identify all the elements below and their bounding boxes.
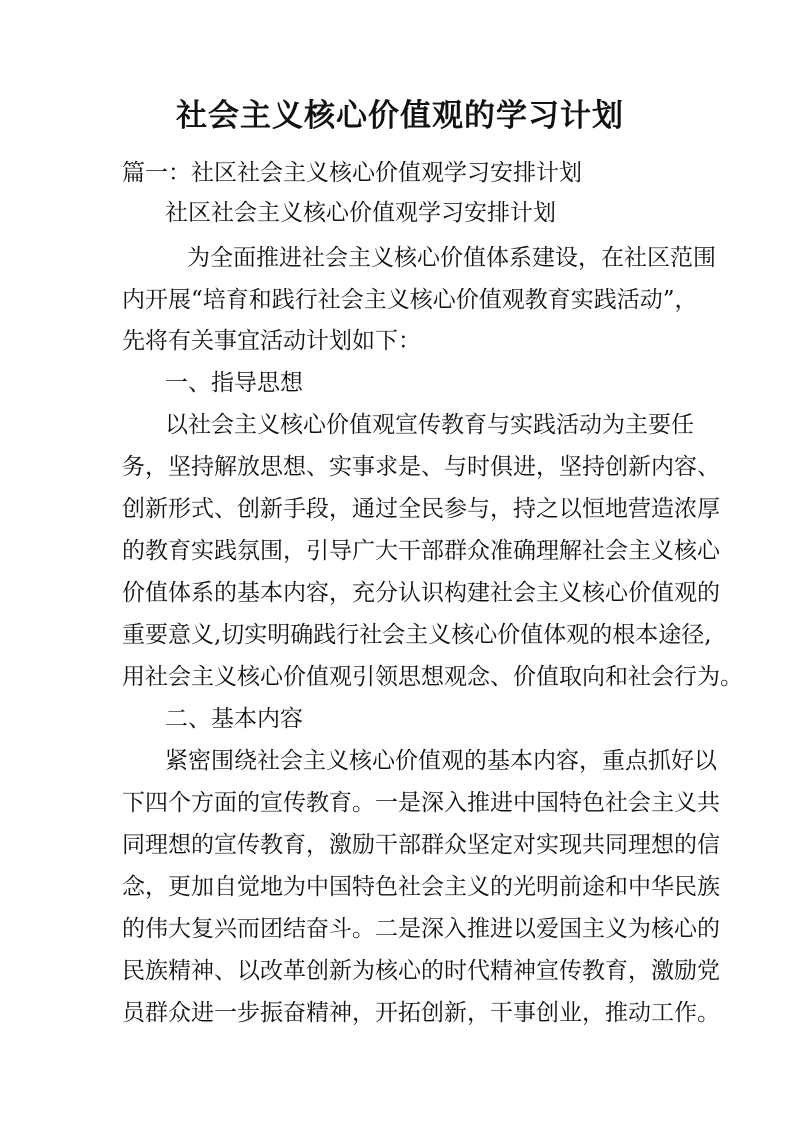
paragraph-line: 的教育实践氛围，引导广大干部群众准确理解社会主义核心 (122, 538, 720, 564)
paragraph-line: 重要意义,切实明确践行社会主义核心价值体观的根本途径, (122, 622, 712, 648)
intro-line: 内开展“培育和践行社会主义核心价值观教育实践活动”， (122, 287, 698, 313)
paragraph-line: 务，坚持解放思想、实事求是、与时俱进，坚持创新内容、 (122, 454, 720, 480)
intro-line: 为全面推进社会主义核心价值体系建设，在社区范围 (187, 245, 716, 271)
paragraph-line: 以社会主义核心价值观宣传教育与实践活动为主要任 (165, 412, 694, 438)
section-heading: 一、指导思想 (165, 370, 303, 396)
subtitle: 篇一：社区社会主义核心价值观学习安排计划 (122, 160, 582, 186)
paragraph-line: 同理想的宣传教育，激励干部群众坚定对实现共同理想的信 (122, 832, 720, 858)
doc-title: 社区社会主义核心价值观学习安排计划 (165, 200, 556, 226)
paragraph-line: 念，更加自觉地为中国特色社会主义的光明前途和中华民族 (122, 874, 720, 900)
paragraph-line: 下四个方面的宣传教育。一是深入推进中国特色社会主义共 (122, 790, 720, 816)
paragraph-line: 用社会主义核心价值观引领思想观念、价值取向和社会行为。 (122, 664, 743, 690)
paragraph-line: 创新形式、创新手段，通过全民参与，持之以恒地营造浓厚 (122, 496, 720, 522)
paragraph-line: 员群众进一步振奋精神，开拓创新，干事创业，推动工作。 (122, 1000, 720, 1026)
paragraph-line: 价值体系的基本内容，充分认识构建社会主义核心价值观的 (122, 580, 720, 606)
paragraph-line: 紧密围绕社会主义核心价值观的基本内容，重点抓好以 (165, 748, 717, 774)
intro-line: 先将有关事宜活动计划如下： (122, 328, 421, 354)
paragraph-line: 民族精神、以改革创新为核心的时代精神宣传教育，激励党 (122, 958, 720, 984)
section-heading: 二、基本内容 (165, 706, 303, 732)
document-title: 社会主义核心价值观的学习计划 (176, 98, 624, 134)
paragraph-line: 的伟大复兴而团结奋斗。二是深入推进以爱国主义为核心的 (122, 916, 720, 942)
